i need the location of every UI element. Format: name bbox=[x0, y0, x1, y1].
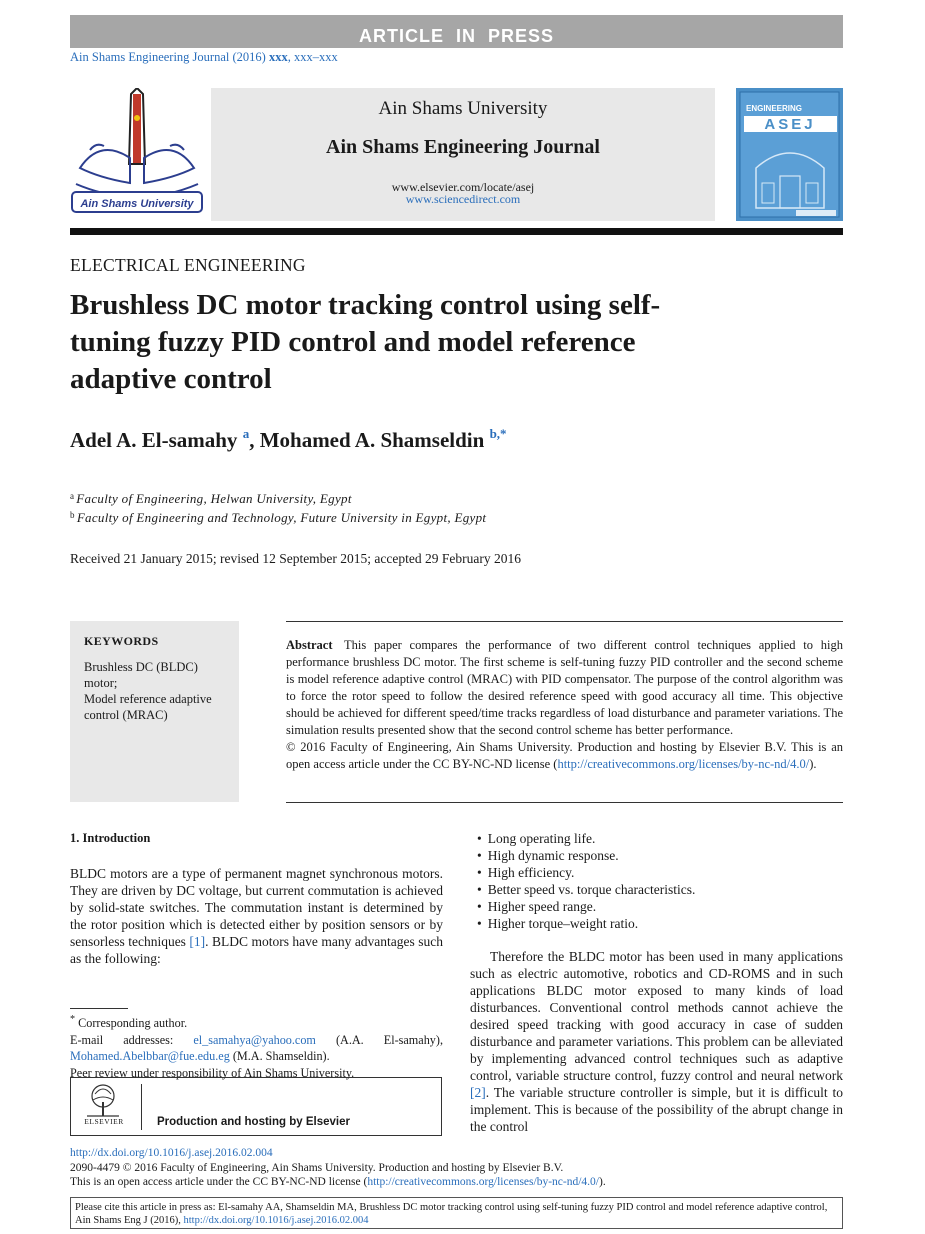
author-name: Mohamed A. Shamseldin bbox=[259, 428, 485, 452]
abstract-heading: Abstract bbox=[286, 638, 333, 652]
abstract-copyright-end: ). bbox=[809, 757, 817, 771]
list-item: • Higher torque–weight ratio. bbox=[477, 915, 843, 932]
author-list bbox=[70, 426, 507, 453]
journal-citation-volume: xxx bbox=[268, 50, 288, 64]
abstract-bottom-rule bbox=[286, 802, 843, 803]
footnote-rule bbox=[70, 1008, 128, 1009]
article-dates: Received 21 January 2015; revised 12 September 2015; accepted 29 February 2016 bbox=[70, 551, 521, 566]
intro-paragraph bbox=[70, 865, 443, 967]
cite-text: Please cite this article in press as: El-samahy AA, Shamseldin MA, Brushless DC motor tracking control using self-tuning fuzzy PID control and model reference adaptive control, Ain Shams Eng J (2016), bbox=[75, 1202, 828, 1226]
list-item: • High dynamic response. bbox=[477, 847, 843, 864]
email-owner: (A.A. El-samahy), bbox=[315, 1032, 443, 1047]
cover-small-title: ENGINEERING bbox=[746, 104, 803, 113]
affiliation bbox=[70, 510, 486, 526]
list-item: • High efficiency. bbox=[477, 864, 843, 881]
hosting-text: Production and hosting by Elsevier bbox=[157, 1116, 350, 1128]
bottom-metadata bbox=[70, 1146, 843, 1190]
right-text: Therefore the BLDC motor has been used in many applications such as electric automotive, robotics and CD-ROMS and in such applications BLDC motor exposed to many kinds of load disturbances. Conventional control methods cannot achieve the desired speed tracking with good accuracy in case of sudden disturbance and parameter variations. This problem can be alleviated by implementing advanced control techniques such as adaptive control, variable structure control, fuzzy control and neural network bbox=[470, 949, 843, 1083]
journal-header-panel bbox=[211, 88, 715, 221]
advantages-list bbox=[477, 830, 843, 932]
footnotes bbox=[70, 1012, 443, 1081]
intro-text: BLDC motors are a type of permanent magnet synchronous motors. They are driven by DC voltage, but current commutation is achieved by solid-state switches. The commutation instant is determined by the rotor position which is detected either by position sensors or by sensorless techniques bbox=[70, 866, 443, 949]
author-affil-link[interactable]: a bbox=[242, 426, 250, 441]
right-text-end: . The variable structure controller is simple, but it is difficult to implement. This is because of the possibility of the abrupt change in the control bbox=[470, 1085, 843, 1134]
affiliation-text: Faculty of Engineering and Technology, Future University in Egypt, Egypt bbox=[76, 510, 487, 525]
cite-doi-link[interactable]: http://dx.doi.org/10.1016/j.asej.2016.02.004 bbox=[183, 1215, 369, 1226]
affiliation-text: Faculty of Engineering, Helwan University, Egypt bbox=[76, 491, 352, 506]
elsevier-locate-link[interactable]: www.elsevier.com/locate/asej bbox=[391, 180, 535, 194]
intro-text-end: . BLDC motors have many advantages such as the following: bbox=[70, 934, 443, 966]
keyword-item: Model reference adaptive control (MRAC) bbox=[84, 692, 212, 722]
reference-link[interactable]: [2] bbox=[470, 1085, 486, 1100]
university-logo-icon bbox=[70, 88, 204, 216]
ain-shams-university-logo bbox=[70, 88, 204, 216]
abstract-text: This paper compares the performance of two different control techniques applied to high performance brushless DC motor. The first scheme is self-tuning fuzzy PID controller and the second scheme is model reference adaptive control (MRAC) with PID compensator. The purpose of the control algorithm was to force the rotor speed to follow the desired reference speed with good accuracy all time. This objective should be achieved for different speed/time tracks regardless of load disturbance and parameter variations. The simulation results presented show that the second control scheme has better performance. bbox=[286, 638, 843, 737]
affiliation bbox=[70, 491, 352, 507]
license-link[interactable]: http://creativecommons.org/licenses/by-nc-nd/4.0/ bbox=[557, 757, 810, 771]
issn-line: 2090-4479 © 2016 Faculty of Engineering, Ain Shams University. Production and hosting by Elsevier B.V. bbox=[70, 1161, 564, 1174]
affiliation-mark: a bbox=[70, 491, 75, 501]
elsevier-hosting-box bbox=[70, 1077, 442, 1136]
doi-link[interactable]: http://dx.doi.org/10.1016/j.asej.2016.02.004 bbox=[70, 1147, 273, 1159]
email-link[interactable]: Mohamed.Abelbbar@fue.edu.eg bbox=[70, 1049, 230, 1064]
journal-cover-thumbnail bbox=[736, 88, 843, 221]
corresponding-note: Corresponding author. bbox=[78, 1016, 188, 1031]
journal-citation[interactable] bbox=[70, 50, 338, 65]
section-heading-introduction: 1. Introduction bbox=[70, 831, 151, 845]
list-item: • Higher speed range. bbox=[477, 898, 843, 915]
open-access-line: This is an open access article under the CC BY-NC-ND license ( bbox=[70, 1176, 368, 1188]
cover-big-title: ASEJ bbox=[764, 116, 816, 133]
article-in-press-banner: ARTICLE IN PRESS bbox=[70, 15, 843, 48]
sciencedirect-link[interactable]: www.sciencedirect.com bbox=[405, 192, 521, 206]
journal-citation-pages: , xxx–xxx bbox=[287, 50, 338, 64]
header-divider bbox=[70, 228, 843, 235]
right-column-paragraph bbox=[470, 948, 843, 1135]
email-label: E-mail addresses: bbox=[70, 1032, 194, 1047]
abstract bbox=[286, 637, 843, 773]
abstract-copyright: © 2016 Faculty of Engineering, Ain Shams University. Production and hosting by Elsevier B.V. This is an open access article under the CC BY-NC-ND license ( bbox=[286, 740, 843, 771]
keywords-box bbox=[70, 621, 239, 802]
university-name: Ain Shams University bbox=[378, 98, 548, 119]
author-affil-link[interactable]: b,* bbox=[489, 426, 507, 441]
keywords-heading: KEYWORDS bbox=[84, 634, 159, 648]
author-name: Adel A. El-samahy bbox=[70, 428, 238, 452]
affiliation-mark: b bbox=[70, 510, 75, 520]
license-link[interactable]: http://creativecommons.org/licenses/by-nc-nd/4.0/ bbox=[367, 1176, 599, 1188]
open-access-end: ). bbox=[598, 1176, 606, 1188]
journal-cover-icon bbox=[736, 88, 843, 221]
journal-citation-name: Ain Shams Engineering Journal (2016) bbox=[70, 50, 266, 64]
email-owner: (M.A. Shamseldin). bbox=[229, 1049, 330, 1064]
elsevier-divider bbox=[141, 1084, 142, 1130]
abstract-top-rule bbox=[286, 621, 843, 622]
email-link[interactable]: el_samahya@yahoo.com bbox=[193, 1032, 316, 1047]
list-item: • Better speed vs. torque characteristics. bbox=[477, 881, 843, 898]
logo-caption: Ain Shams University bbox=[80, 198, 194, 210]
section-label: ELECTRICAL ENGINEERING bbox=[70, 255, 306, 275]
elsevier-wordmark: ELSEVIER bbox=[84, 1117, 124, 1126]
author-separator: , bbox=[249, 428, 260, 452]
asterisk-mark: * bbox=[70, 1014, 76, 1025]
cite-this-article-box bbox=[70, 1197, 843, 1229]
keyword-item: Brushless DC (BLDC) motor; bbox=[84, 660, 198, 690]
list-item: • Long operating life. bbox=[477, 830, 843, 847]
journal-name: Ain Shams Engineering Journal bbox=[326, 136, 600, 158]
reference-link[interactable]: [1] bbox=[189, 934, 206, 949]
peer-review-note: Peer review under responsibility of Ain Shams University. bbox=[70, 1065, 355, 1080]
article-title: Brushless DC motor tracking control using self-tuning fuzzy PID control and model reference adaptive control bbox=[70, 289, 661, 395]
